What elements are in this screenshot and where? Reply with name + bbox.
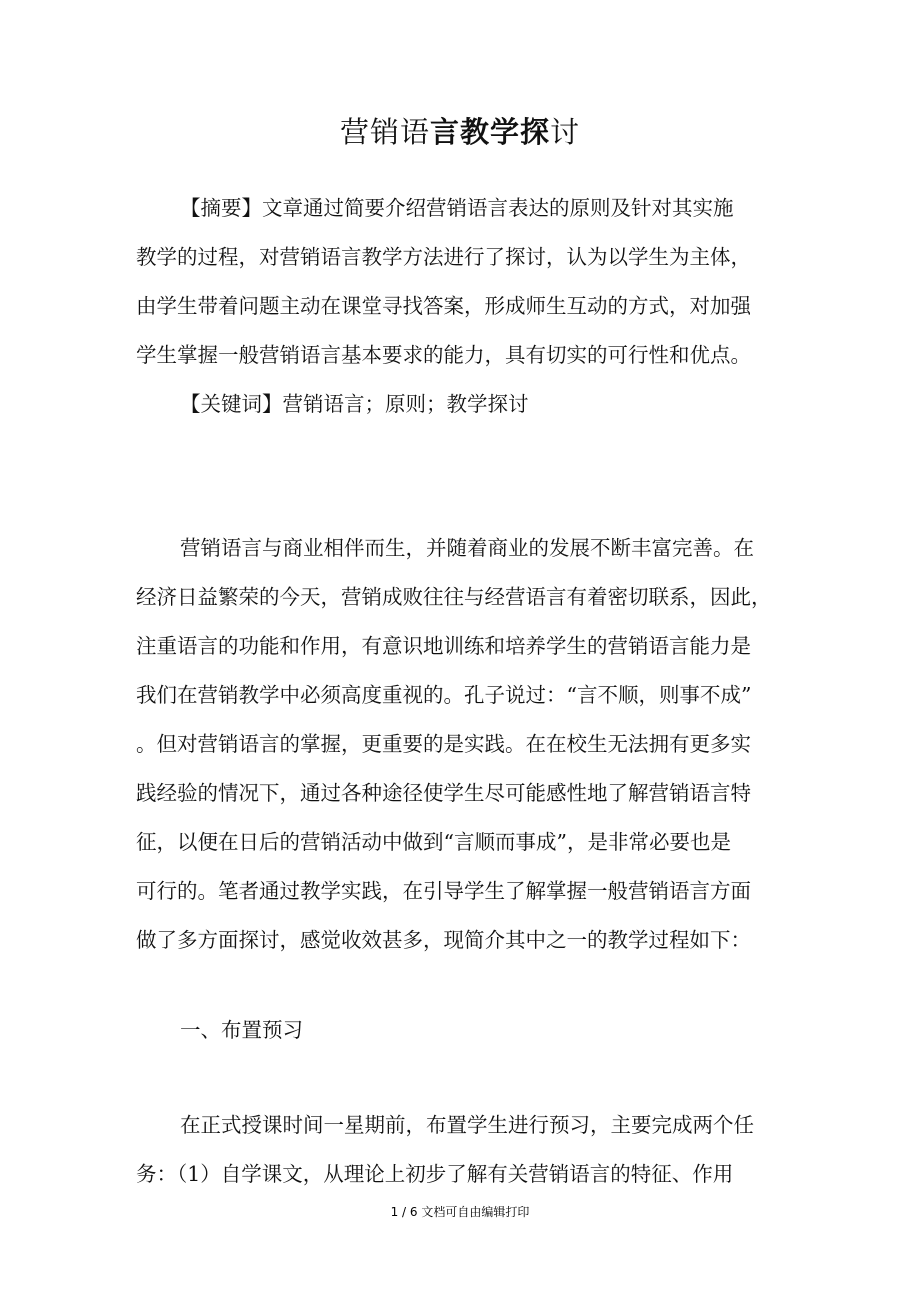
intro-line: 可行的。笔者通过教学实践，在引导学生了解掌握一般营销语言方面 [136, 879, 751, 903]
document-title [0, 112, 920, 152]
intro-line: 。但对营销语言的掌握，更重要的是实践。在在校生无法拥有更多实 [136, 732, 751, 756]
abstract-line: 学生掌握一般营销语言基本要求的能力，具有切实的可行性和优点。 [136, 343, 751, 367]
intro-line: 注重语言的功能和作用，有意识地训练和培养学生的营销语言能力是 [136, 634, 751, 658]
intro-line: 做了多方面探讨，感觉收效甚多，现简介其中之一的教学过程如下： [136, 928, 751, 952]
keywords-line: 【关键词】营销语言；原则；教学探讨 [180, 392, 529, 416]
section-line: 在正式授课时间一星期前，布置学生进行预习，主要完成两个任 [180, 1113, 754, 1137]
abstract-line: 教学的过程，对营销语言教学方法进行了探讨，认为以学生为主体， [136, 245, 751, 269]
intro-line: 我们在营销教学中必须高度重视的。孔子说过：“言不顺，则事不成” [136, 683, 752, 707]
intro-line: 征，以便在日后的营销活动中做到“言顺而事成”，是非常必要也是 [136, 830, 731, 854]
intro-line: 践经验的情况下，通过各种途径使学生尽可能感性地了解营销语言特 [136, 781, 751, 805]
section-heading: 一、布置预习 [180, 1018, 303, 1042]
title-part-3: 讨 [550, 115, 581, 149]
page-footer: 1 / 6 文档可自由编辑打印 [390, 1205, 530, 1219]
section-line: 务：（1）自学课文，从理论上初步了解有关营销语言的特征、作用 [136, 1162, 734, 1186]
abstract-line: 【摘要】文章通过简要介绍营销语言表达的原则及针对其实施 [180, 196, 734, 220]
title-part-2: 言教学探 [429, 115, 550, 149]
intro-line: 经济日益繁荣的今天，营销成败往往与经营语言有着密切联系，因此， [136, 585, 772, 609]
abstract-line: 由学生带着问题主动在课堂寻找答案，形成师生互动的方式，对加强 [136, 294, 751, 318]
title-part-1: 营销语 [339, 115, 430, 149]
intro-line: 营销语言与商业相伴而生，并随着商业的发展不断丰富完善。在 [180, 536, 754, 560]
